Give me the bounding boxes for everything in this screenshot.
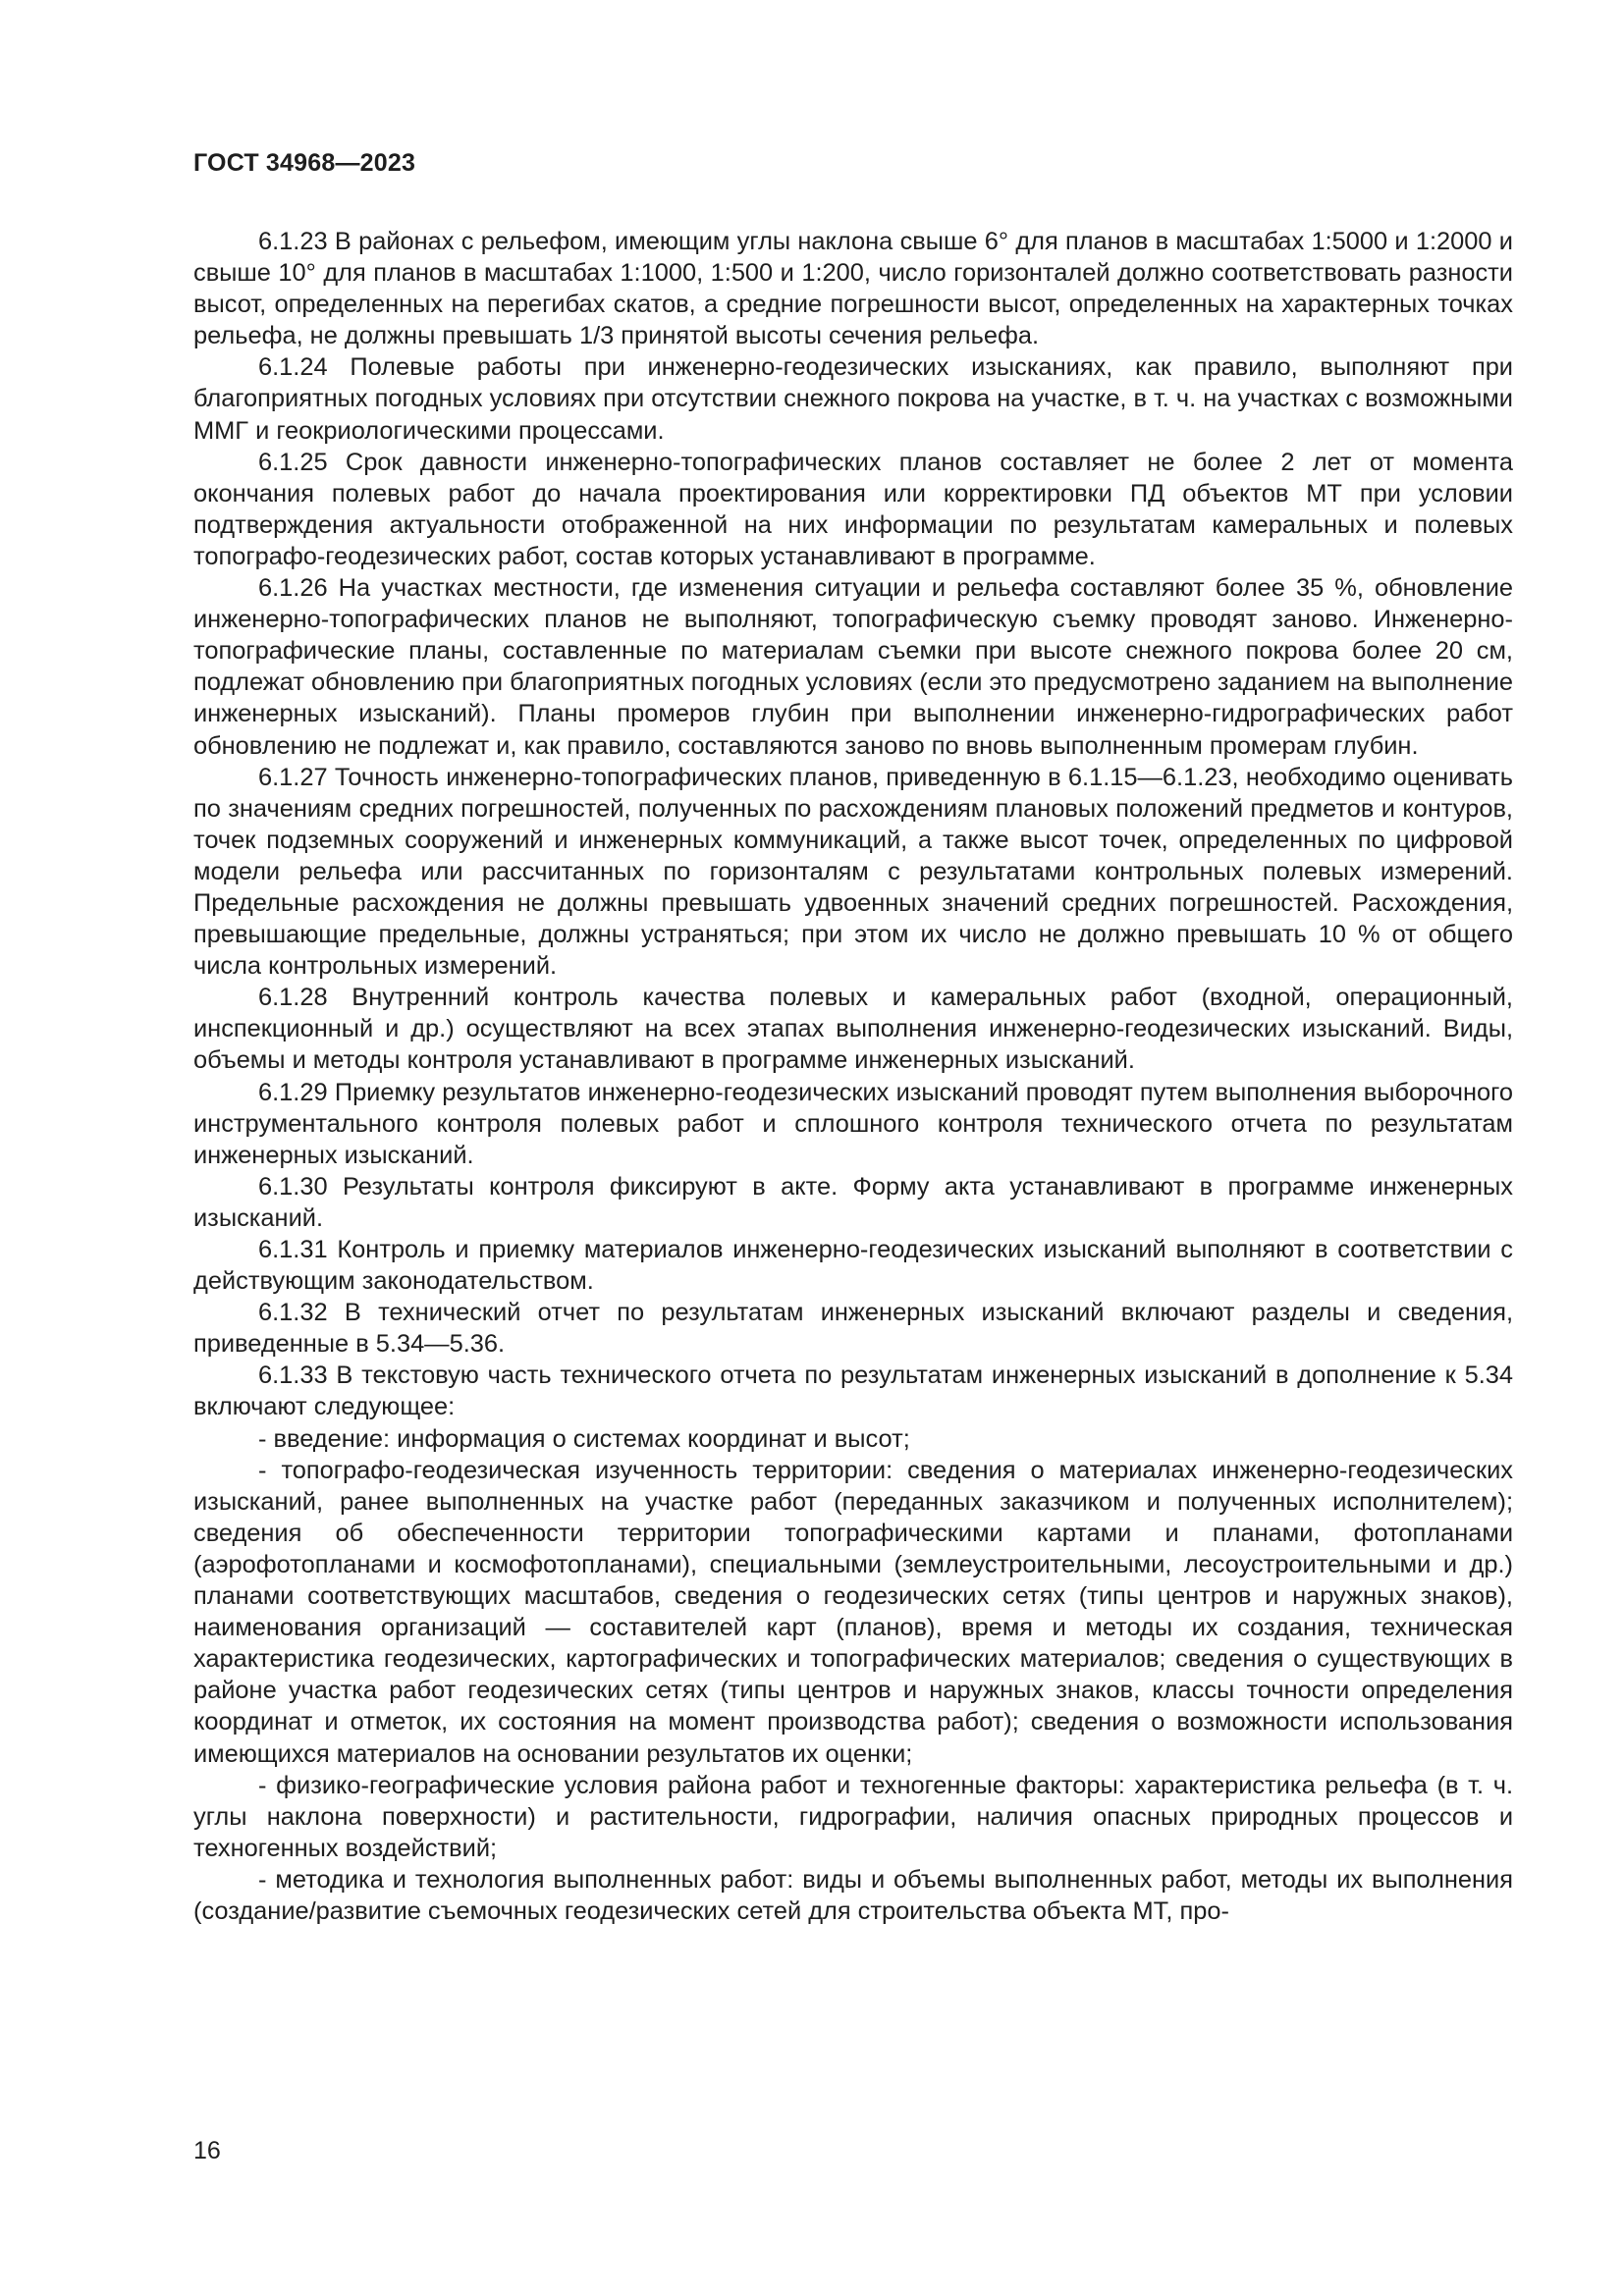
- list-item-survey-knowledge: - топографо-геодезическая изученность территории: сведения о материалах инженерно-геодезических изысканий, ранее выполненных на участке работ (переданных заказчиком и полученных исполнителем); сведения об обеспеченности территории топографическими картами и планами, фотопланами (аэрофотопланами и космофотопланами), специальными (землеустроительными, лесоустроительными и др.) планами соответствующих масштабов, сведения о геодезических сетях (типы центров и наружных знаков), наименования организаций — составителей карт (планов), время и методы их создания, техническая характеристика геодезических, картографических и топографических материалов; сведения о существующих в районе участка работ геодезических сетях (типы центров и наружных знаков, классы точности определения координат и отметок, их состояния на момент производства работ); сведения о возможности использования имеющихся материалов на основании результатов их оценки;: [193, 1456, 1513, 1768]
- paragraph-6-1-25: 6.1.25 Срок давности инженерно-топографических планов составляет не более 2 лет от момента окончания полевых работ до начала проектирования или корректировки ПД объектов МТ при условии подтверждения актуальности отображенной на них информации по результатам камеральных и полевых топографо-геодезических работ, состав которых устанавливают в программе.: [193, 448, 1513, 570]
- paragraph-6-1-23: 6.1.23 В районах с рельефом, имеющим углы наклона свыше 6° для планов в масштабах 1:5000 и 1:2000 и свыше 10° для планов в масштабах 1:1000, 1:500 и 1:200, число горизонталей должно соответствовать разности высот, определенных на перегибах скатов, а средние погрешности высот, определенных на характерных точках рельефа, не должны превышать 1/3 принятой высоты сечения рельефа.: [193, 228, 1513, 350]
- paragraph-6-1-31: 6.1.31 Контроль и приемку материалов инженерно-геодезических изысканий выполняют в соответствии с действующим законодательством.: [193, 1236, 1513, 1296]
- paragraph-6-1-28: 6.1.28 Внутренний контроль качества полевых и камеральных работ (входной, операционный, инспекционный и др.) осуществляют на всех этапах выполнения инженерно-геодезических изысканий. Виды, объемы и методы контроля устанавливают в программе инженерных изысканий.: [193, 984, 1513, 1075]
- list-item-introduction: - введение: информация о системах координат и высот;: [258, 1424, 910, 1453]
- paragraph-6-1-27: 6.1.27 Точность инженерно-топографических планов, приведенную в 6.1.15—6.1.23, необходимо оценивать по значениям средних погрешностей, полученных по расхождениям плановых положений предметов и контуров, точек подземных сооружений и инженерных коммуникаций, а также высот точек, определенных по цифровой модели рельефа или рассчитанных по горизонталям с результатами контрольных полевых измерений. Предельные расхождения не должны превышать удвоенных значений средних погрешностей. Расхождения, превышающие предельные, должны устраняться; при этом их число не должно превышать 10 % от общего числа контрольных измерений.: [193, 763, 1513, 981]
- paragraph-6-1-33: 6.1.33 В текстовую часть технического отчета по результатам инженерных изысканий в дополнение к 5.34 включают следующее:: [193, 1362, 1513, 1421]
- document-body: [193, 226, 1513, 1927]
- list-item-physical-geographic-conditions: - физико-географические условия района работ и техногенные факторы: характеристика рельефа (в т. ч. углы наклона поверхности) и растительности, гидрографии, наличия опасных природных процессов и техногенных воздействий;: [193, 1771, 1513, 1862]
- list-item-methodology: - методика и технология выполненных работ: виды и объемы выполненных работ, методы их выполнения (создание/развитие съемочных геодезических сетей для строительства объекта МТ, про-: [193, 1865, 1513, 1925]
- paragraph-6-1-30: 6.1.30 Результаты контроля фиксируют в акте. Форму акта устанавливают в программе инженерных изысканий.: [193, 1172, 1513, 1232]
- document-code-header: ГОСТ 34968—2023: [193, 149, 416, 177]
- paragraph-6-1-26: 6.1.26 На участках местности, где изменения ситуации и рельефа составляют более 35 %, обновление инженерно-топографических планов не выполняют, топографическую съемку проводят заново. Инженерно-топографические планы, составленные по материалам съемки при высоте снежного покрова более 20 см, подлежат обновлению при благоприятных погодных условиях (если это предусмотрено заданием на выполнение инженерных изысканий). Планы промеров глубин при выполнении инженерно-гидрографических работ обновлению не подлежат и, как правило, составляются заново по вновь выполненным промерам глубин.: [193, 574, 1513, 760]
- paragraph-6-1-32: 6.1.32 В технический отчет по результатам инженерных изысканий включают разделы и сведения, приведенные в 5.34—5.36.: [193, 1299, 1513, 1359]
- page-number: 16: [193, 2137, 221, 2164]
- paragraph-6-1-29: 6.1.29 Приемку результатов инженерно-геодезических изысканий проводят путем выполнения выборочного инструментального контроля полевых работ и сплошного контроля технического отчета по результатам инженерных изысканий.: [193, 1078, 1513, 1169]
- paragraph-6-1-24: 6.1.24 Полевые работы при инженерно-геодезических изысканиях, как правило, выполняют при благоприятных погодных условиях при отсутствии снежного покрова на участке, в т. ч. на участках с возможными ММГ и геокриологическими процессами.: [193, 353, 1513, 445]
